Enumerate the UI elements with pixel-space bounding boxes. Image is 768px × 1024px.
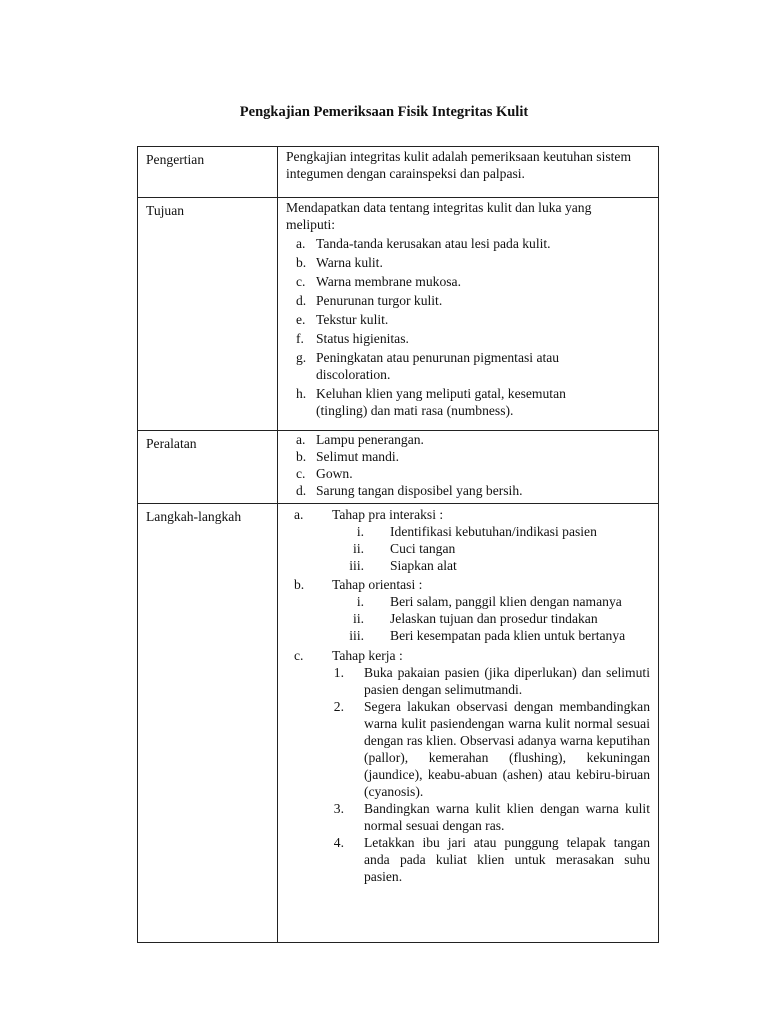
list-item: c. Gown.: [296, 466, 353, 481]
label-peralatan: Peralatan: [138, 431, 278, 504]
stages-list: [286, 506, 650, 523]
content-pengertian: [278, 147, 659, 198]
stage-orientasi: b. Tahap orientasi :: [294, 577, 423, 592]
list-item: iii. Siapkan alat: [349, 558, 457, 573]
stages-list: [286, 576, 650, 593]
peralatan-list: [286, 431, 650, 499]
list-item: a. Tanda-tanda kerusakan atau lesi pada kulit.: [296, 236, 551, 251]
list-item: iii. Beri kesempatan pada klien untuk bertanya: [349, 628, 626, 643]
stages-list: [286, 647, 650, 664]
row-pengertian: [138, 147, 659, 198]
label-langkah: Langkah-langkah: [138, 504, 278, 943]
list-item: d. Penurunan turgor kulit.: [296, 293, 443, 308]
content-tujuan: [278, 198, 659, 431]
list-item: b. Warna kulit.: [296, 255, 383, 270]
list-item: 3. Bandingkan warna kulit klien dengan warna kulit normal sesuai dengan ras.: [333, 801, 650, 833]
list-item: i. Beri salam, panggil klien dengan namanya: [356, 594, 622, 609]
content-langkah: [278, 504, 659, 943]
tujuan-intro: Mendapatkan data tentang integritas kulit dan luka yang meliputi:: [286, 200, 592, 232]
pra-interaksi-list: [286, 523, 650, 574]
list-item: c. Warna membrane mukosa.: [296, 274, 461, 289]
list-item: ii. Cuci tangan: [353, 541, 456, 556]
content-peralatan: [278, 431, 659, 504]
row-peralatan: [138, 431, 659, 504]
list-item: a. Lampu penerangan.: [296, 432, 424, 447]
list-item: h. Keluhan klien yang meliputi gatal, kesemutan (tingling) dan mati rasa (numbness).: [296, 386, 566, 418]
label-tujuan: Tujuan: [138, 198, 278, 431]
label-pengertian: Pengertian: [138, 147, 278, 198]
list-item: b. Selimut mandi.: [296, 449, 400, 464]
list-item: i. Identifikasi kebutuhan/indikasi pasien: [356, 524, 597, 539]
list-item: 4. Letakkan ibu jari atau punggung telapak tangan anda pada kuliat klien untuk merasakan suhu pasien.: [333, 835, 650, 884]
kerja-list: [286, 664, 650, 885]
list-item: e. Tekstur kulit.: [296, 312, 389, 327]
row-langkah: [138, 504, 659, 943]
list-item: 2. Segera lakukan observasi dengan membandingkan warna kulit pasiendengan warna kulit normal sesuai dengan ras klien. Observasi adanya warna keputihan (pallor), kemerahan (flushing), kekuningan (jaundice), keabu-abuan (ashen) atau kebiru-biruan (cyanosis).: [333, 699, 650, 799]
list-item: ii. Jelaskan tujuan dan prosedur tindakan: [353, 611, 598, 626]
procedure-table: [137, 146, 659, 943]
orientasi-list: [286, 593, 646, 644]
row-tujuan: [138, 198, 659, 431]
list-item: d. Sarung tangan disposibel yang bersih.: [296, 483, 523, 498]
list-item: 1. Buka pakaian pasien (jika diperlukan) dan selimuti pasien dengan selimutmandi.: [333, 665, 650, 697]
list-item: f. Status higienitas.: [296, 331, 409, 346]
tujuan-list: [286, 235, 576, 419]
stage-kerja: c. Tahap kerja :: [294, 648, 403, 663]
document-title: Pengkajian Pemeriksaan Fisik Integritas Kulit: [239, 104, 529, 120]
list-item: g. Peningkatan atau penurunan pigmentasi atau discoloration.: [296, 350, 560, 382]
stage-pra-interaksi: a. Tahap pra interaksi :: [294, 507, 444, 522]
pengertian-text: Pengkajian integritas kulit adalah pemeriksaan keutuhan sistem integumen dengan carainspeksi dan palpasi.: [286, 149, 632, 181]
